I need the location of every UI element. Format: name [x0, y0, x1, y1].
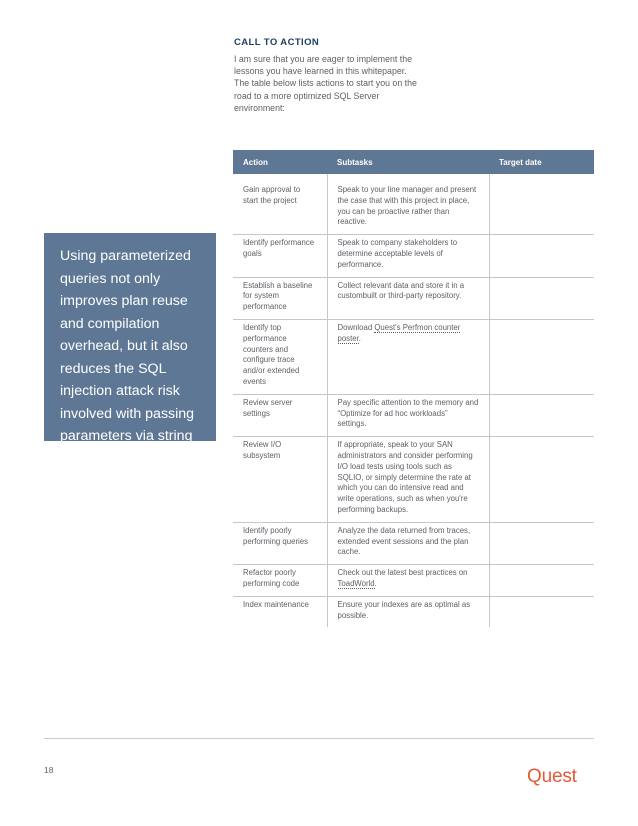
cell-target-date[interactable] [489, 565, 594, 597]
table-header-row [233, 150, 594, 174]
cell-subtasks: Speak to company stakeholders to determine acceptable levels of performance. [327, 235, 489, 277]
pullquote-line: injection attack risk [60, 383, 180, 399]
header-action: Action [233, 150, 327, 174]
pullquote-line: parameters via string [60, 428, 193, 444]
header-target-date: Target date [489, 150, 594, 174]
cell-action: Identify performance goals [233, 235, 327, 277]
cell-subtasks [327, 565, 489, 597]
cell-subtasks: Pay specific attention to the memory and “Optimize for ad hoc workloads” settings. [327, 394, 489, 436]
pullquote-line: involved with passing [60, 405, 195, 422]
table-row [233, 437, 594, 523]
cell-action: Establish a baseline for system performance [233, 277, 327, 319]
pullquote-line: and compilation [60, 315, 160, 332]
table-row [233, 319, 594, 394]
table-row [233, 235, 594, 277]
action-table [233, 150, 594, 627]
cell-target-date[interactable] [489, 437, 594, 523]
pullquote-line: improves plan reuse [60, 293, 188, 309]
cta-intro: I am sure that you are eager to implement the lessons you have learned in this whitepaper. The table below lists actions to start you on the road to a more optimized SQL Server environment: [234, 54, 417, 113]
cell-target-date[interactable] [489, 277, 594, 319]
cell-action: Refactor poorly performing code [233, 565, 327, 597]
table-row [233, 522, 594, 564]
pullquote-line: queries not only [60, 270, 161, 287]
cell-subtasks: Ensure your indexes are as optimal as possible. [327, 596, 489, 627]
perfmon-poster-link[interactable]: Quest's Perfmon counter poster [337, 322, 461, 343]
cell-subtasks: Analyze the data returned from traces, extended event sessions and the plan cache. [327, 522, 489, 564]
cell-action: Review server settings [233, 394, 327, 436]
toadworld-link[interactable]: ToadWorld [337, 578, 375, 588]
table-row [233, 394, 594, 436]
cell-action: Index maintenance [243, 599, 309, 609]
cell-target-date[interactable] [489, 394, 594, 436]
cell-subtasks: If appropriate, speak to your SAN administrators and consider performing I/O load tests using tools such as SQLIO, or simply determine the rate at which you can do intensive read and write operations, such as when you're performing backups. [327, 437, 489, 523]
cell-action: Review I/O subsystem [233, 437, 327, 523]
subtasks-text: . [374, 578, 377, 588]
cell-target-date[interactable] [489, 235, 594, 277]
footer-divider [44, 738, 594, 739]
cell-subtasks: Collect relevant data and store it in a custombuilt or third-party repository. [327, 277, 489, 319]
pullquote-line: overhead, but it also [60, 338, 188, 354]
cell-target-date[interactable] [489, 182, 594, 235]
table-row [233, 182, 594, 235]
table-row [233, 565, 594, 597]
cell-action: Gain approval to start the project [233, 182, 327, 235]
subtasks-text: . [358, 333, 361, 343]
pullquote-panel [44, 233, 216, 467]
cell-subtasks [327, 319, 489, 394]
pullquote-line: reduces the SQL [60, 360, 167, 377]
subtasks-text: Check out the latest best practices on [337, 568, 468, 578]
page-number: 18 [44, 765, 54, 775]
cell-action: Identify top performance counters and configure trace and/or extended events [233, 319, 327, 394]
subtasks-text: Download [337, 322, 375, 332]
header-subtasks: Subtasks [327, 150, 489, 174]
quest-logo: Quest [527, 766, 577, 787]
cell-target-date[interactable] [489, 596, 594, 627]
cell-subtasks: Speak to your line manager and present the case that with this project in place, you can be proactive rather than reactive. [327, 182, 489, 235]
cell-target-date[interactable] [489, 319, 594, 394]
pullquote-line: concatenation. [60, 450, 153, 467]
table-row [233, 277, 594, 319]
cell-action: Identify poorly performing queries [233, 522, 327, 564]
pullquote-line: Using parameterized [60, 248, 191, 264]
table-row [233, 596, 594, 627]
table-spacer [233, 174, 594, 182]
cta-heading: CALL TO ACTION [234, 37, 320, 48]
cell-target-date[interactable] [489, 522, 594, 564]
